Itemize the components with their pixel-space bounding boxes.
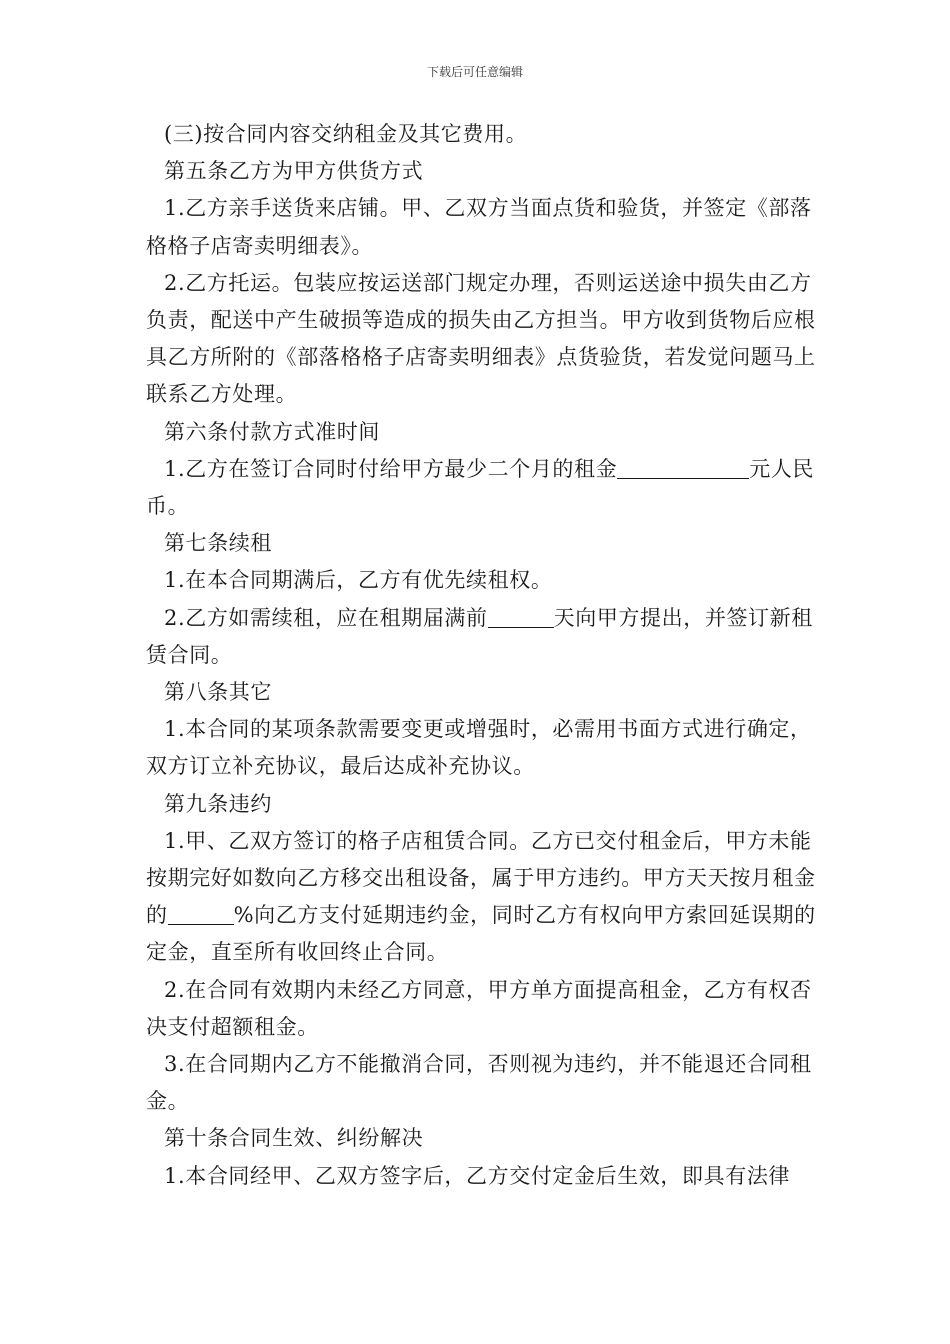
rent-amount-blank bbox=[617, 456, 749, 479]
article-9-item-1-after: %向乙方支付延期违约金，同时乙方有权向甲方索回延误期的定金，直至所有收回终止合同。 bbox=[146, 903, 816, 965]
article-10-item-1: 1.本合同经甲、乙双方签字后，乙方交付定金后生效，即具有法律 bbox=[164, 1163, 791, 1188]
article-8-heading: 第八条其它 bbox=[164, 680, 272, 705]
article-7-item-2-before: 2.乙方如需续租，应在租期届满前 bbox=[164, 605, 488, 630]
article-7-item-1: 1.在本合同期满后，乙方有优先续租权。 bbox=[164, 568, 553, 593]
article-9-item-1-before: 1.甲、乙双方签订的格子店租赁合同。乙方已交付租金后，甲方未能按期完好如数向乙方移交出租设备，属于甲方违约。甲方天天按月租金的 bbox=[146, 828, 816, 928]
article-9-heading: 第九条违约 bbox=[164, 791, 272, 816]
page-header: 下载后可任意编辑 bbox=[426, 65, 523, 79]
article-6-item-1 bbox=[146, 451, 822, 525]
article-5-item-2: 2.乙方托运。包装应按运送部门规定办理，否则运送途中损失由乙方负责，配送中产生破损等造成的损失由乙方担当。甲方收到货物后应根具乙方所附的《部落格格子店寄卖明细表》点货验货，若发觉问题马上联系乙方处理。 bbox=[146, 270, 816, 407]
article-10-heading: 第十条合同生效、纠纷解决 bbox=[164, 1126, 424, 1151]
article-6-item-1-before: 1.乙方在签订合同时付给甲方最少二个月的租金 bbox=[164, 456, 618, 481]
article-9-item-1 bbox=[146, 823, 822, 972]
article-9-item-2: 2.在合同有效期内未经乙方同意，甲方单方面提高租金，乙方有权否决支付超额租金。 bbox=[146, 977, 812, 1039]
document-body bbox=[146, 116, 822, 1195]
article-9-item-3: 3.在合同期内乙方不能撤消合同，否则视为违约，并不能退还合同租金。 bbox=[146, 1052, 812, 1114]
article-7-item-2 bbox=[146, 600, 822, 674]
renewal-days-blank bbox=[488, 605, 554, 628]
article-8-item-1: 1.本合同的某项条款需要变更或增强时，必需用书面方式进行确定，双方订立补充协议，最后达成补充协议。 bbox=[146, 717, 812, 779]
article-6-item-1-after: 元人民币。 bbox=[146, 456, 815, 519]
article-7-heading: 第七条续租 bbox=[164, 531, 272, 556]
penalty-percent-blank bbox=[168, 902, 234, 925]
article-5-item-1: 1.乙方亲手送货来店铺。甲、乙双方当面点货和验货，并签定《部落格格子店寄卖明细表》。 bbox=[146, 196, 812, 258]
clause-3-payment: (三)按合同内容交纳租金及其它费用。 bbox=[164, 122, 528, 146]
article-5-heading: 第五条乙方为甲方供货方式 bbox=[164, 159, 424, 184]
article-7-item-2-after: 天向甲方提出，并签订新租赁合同。 bbox=[146, 605, 813, 667]
article-6-heading: 第六条付款方式准时间 bbox=[164, 419, 380, 444]
